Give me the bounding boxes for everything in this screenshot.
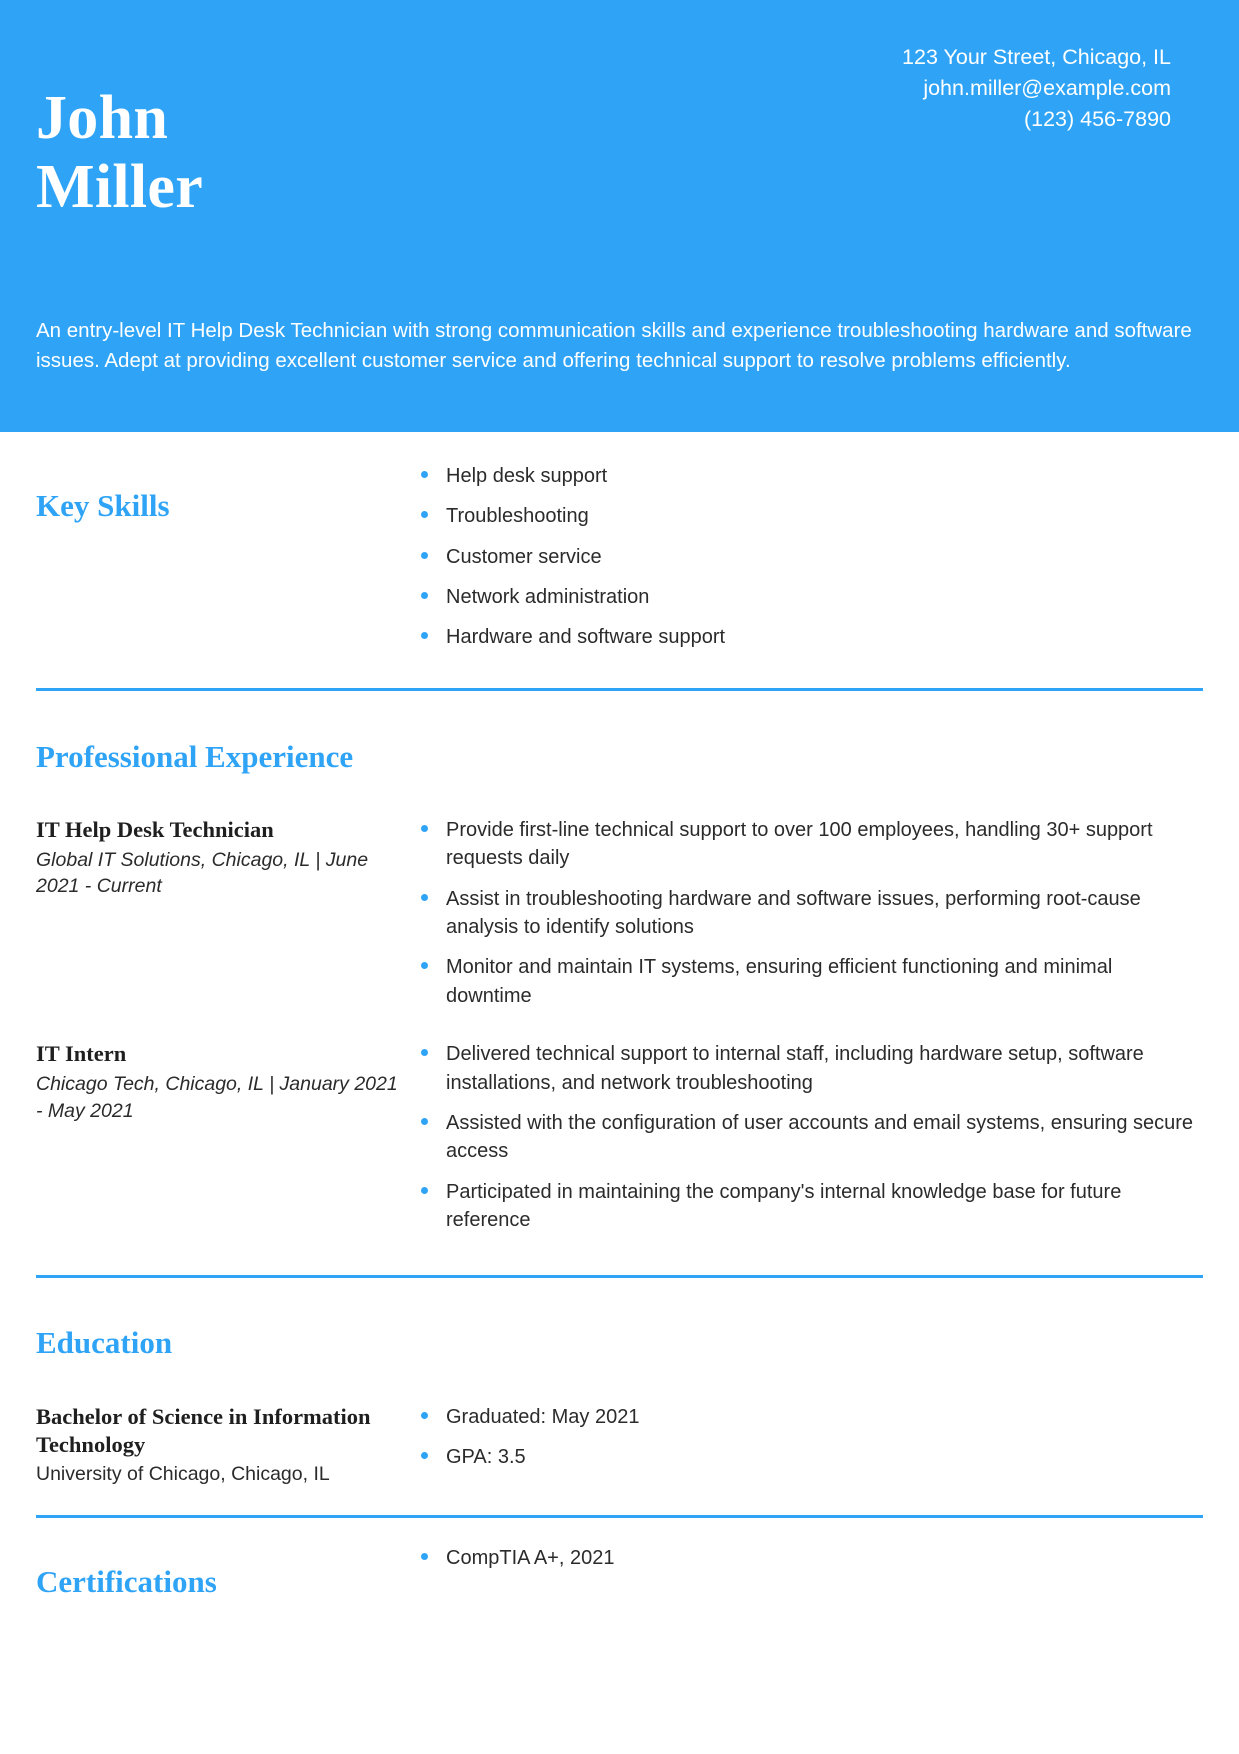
key-skills-row [36,462,1203,688]
list-item [414,1040,1203,1097]
professional-summary: An entry-level IT Help Desk Technician with strong communication skills and experience troubleshooting hardware and software issues. Adept at providing excellent customer service and offering technical support to resolve problems efficiently. [36,318,1192,372]
list-item-text: Monitor and maintain IT systems, ensuring efficient functioning and minimal downtime [446,956,1113,1007]
list-item [414,1109,1203,1166]
bullet-dot-icon [421,592,428,599]
list-item-text: Network administration [446,586,650,609]
experience-entry [36,816,1203,1010]
experience-entries [36,816,1203,1275]
candidate-name [36,76,203,223]
education-entry-heading [36,1403,408,1488]
degree-name: Bachelor of Science in Information Technology [36,1403,371,1457]
list-item [414,885,1203,942]
experience-entry [36,1040,1203,1234]
job-bullet-list [414,1040,1203,1234]
experience-entry-left [36,816,408,900]
bullet-dot-icon [421,1118,428,1125]
contact-info [902,34,1203,136]
section-certifications [36,1515,1203,1625]
first-name: John [36,83,169,152]
resume-body [0,432,1239,1625]
list-item-text: Assist in troubleshooting hardware and software issues, performing root-cause analysis to identify solutions [446,887,1141,939]
list-item-text: Assisted with the configuration of user accounts and email systems, ensuring secure access [446,1112,1194,1163]
list-item-text: Graduated: May 2021 [446,1405,640,1428]
certifications-title-col [36,1538,408,1625]
list-item [414,953,1203,1010]
list-item [414,623,1203,651]
list-item-text: Participated in maintaining the company's internal knowledge base for future reference [446,1180,1122,1232]
key-skills-title-col [36,462,408,549]
education-entry-left [36,1403,408,1488]
list-item [414,502,1203,530]
bullet-dot-icon [421,1049,428,1056]
list-item-text: GPA: 3.5 [446,1446,526,1469]
bullet-dot-icon [421,1553,428,1560]
bullet-dot-icon [421,511,428,518]
list-item [414,1443,1203,1471]
section-title-key-skills: Key Skills [36,487,170,523]
contact-address: 123 Your Street, Chicago, IL [902,45,1171,69]
bullet-dot-icon [421,825,428,832]
section-title-certifications: Certifications [36,1563,217,1599]
list-item-text: Provide first-line technical support to over 100 employees, handling 30+ support requests daily [446,818,1153,870]
list-item-text: Troubleshooting [446,505,589,528]
list-item-text: Delivered technical support to internal staff, including hardware setup, software installations, and network troubleshooting [446,1043,1144,1094]
list-item [414,583,1203,611]
list-item [414,543,1203,571]
bullet-dot-icon [421,1452,428,1459]
experience-entry-right [408,1040,1203,1234]
list-item-text: Customer service [446,545,602,568]
list-item [414,1544,1203,1572]
list-item [414,816,1203,873]
section-professional-experience [36,688,1203,1275]
list-item-text: Hardware and software support [446,626,726,649]
contact-email[interactable]: john.miller@example.com [923,76,1171,101]
section-key-skills [36,432,1203,688]
education-title-row [36,1278,1203,1403]
contact-phone[interactable]: (123) 456-7890 [1023,107,1171,132]
bullet-dot-icon [421,471,428,478]
education-bullet-list [414,1403,1203,1472]
experience-entry-right [408,816,1203,1010]
job-title: IT Intern [36,1041,127,1067]
experience-entry-heading [36,816,408,900]
education-entries [36,1403,1203,1516]
certifications-row [36,1518,1203,1625]
section-education [36,1275,1203,1516]
list-item [414,1178,1203,1235]
list-item [414,1403,1203,1431]
job-company-dates: Chicago Tech, Chicago, IL | January 2021 - May 2021 [36,1073,398,1122]
bullet-dot-icon [421,894,428,901]
key-skills-list [414,462,1203,652]
education-entry-right [408,1403,1203,1472]
bullet-dot-icon [421,632,428,639]
bullet-dot-icon [421,962,428,969]
key-skills-list-col [408,462,1203,652]
certifications-list [414,1544,1203,1572]
school-name: University of Chicago, Chicago, IL [36,1462,330,1485]
experience-entry-heading [36,1040,408,1124]
list-item-text: CompTIA A+, 2021 [446,1547,615,1570]
resume-header [0,0,1239,432]
experience-entry-left [36,1040,408,1124]
section-title-education: Education [36,1325,173,1361]
bullet-dot-icon [421,1187,428,1194]
experience-title-row [36,691,1203,816]
bullet-dot-icon [421,1412,428,1419]
header-top-row [36,34,1203,264]
education-entry [36,1403,1203,1488]
job-title: IT Help Desk Technician [36,816,274,842]
list-item [414,462,1203,490]
list-item-text: Help desk support [446,464,608,487]
section-title-professional-experience: Professional Experience [36,738,354,774]
job-company-dates: Global IT Solutions, Chicago, IL | June 2021 - Current [36,849,369,898]
job-bullet-list [414,816,1203,1010]
bullet-dot-icon [421,552,428,559]
certifications-list-col [408,1538,1203,1572]
last-name: Miller [36,152,204,221]
